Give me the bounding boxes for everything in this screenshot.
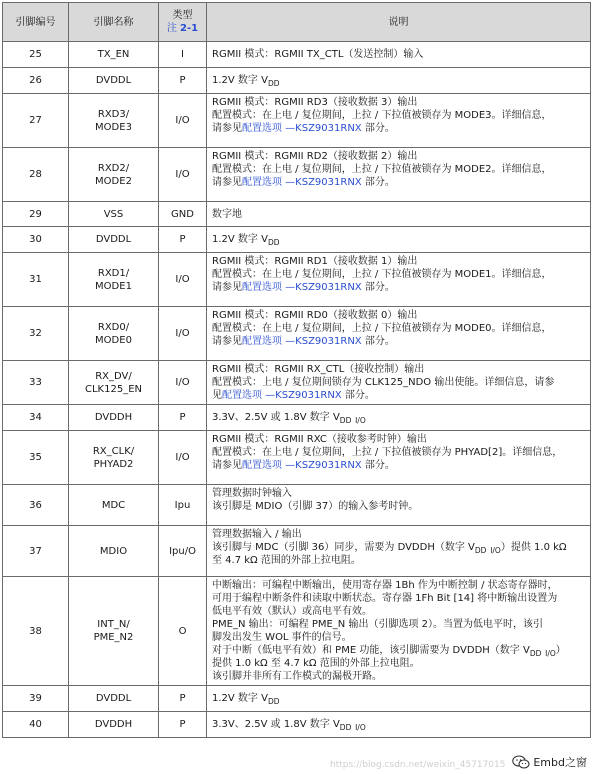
pin-type: P — [159, 686, 207, 712]
pin-number: 34 — [3, 405, 69, 431]
pin-description — [207, 68, 591, 94]
pin-description — [207, 202, 591, 227]
pin-type: GND — [159, 202, 207, 227]
description-text: RGMII 模式：RGMII RX_CTL（接收控制）输出 — [212, 364, 425, 375]
pin-name-line: DVDDH — [94, 412, 133, 423]
table-row — [3, 712, 591, 738]
pin-number: 35 — [3, 431, 69, 485]
header-pin-name: 引脚名称 — [69, 3, 159, 42]
pin-name — [69, 361, 159, 405]
description-text: 请参见 — [212, 123, 242, 134]
table-row — [3, 526, 591, 577]
pin-name-line: RXD1/ — [97, 267, 130, 279]
pin-number: 29 — [3, 202, 69, 227]
subscript-text: DD — [267, 697, 280, 705]
description-text: RGMII 模式：RGMII RXC（接收参考时钟）输出 — [212, 434, 427, 445]
subscript-text: DD — [267, 79, 280, 87]
description-text: 配置模式：在上电 / 复位期间，上拉 / 下拉值被锁存为 PHYAD[2]。详细信息， — [212, 447, 563, 458]
table-row — [3, 42, 591, 68]
description-text: 3.3V、2.5V 或 1.8V 数字 V — [212, 719, 340, 730]
table-row — [3, 94, 591, 148]
description-text: 请参见 — [212, 460, 242, 471]
pin-name — [69, 431, 159, 485]
pin-type: I/O — [159, 148, 207, 202]
description-text: PME_N 输出：可编程 PME_N 输出（引脚选项 2）。当置为低电平时，该引 — [212, 619, 543, 630]
pin-type: I/O — [159, 431, 207, 485]
description-line — [212, 657, 586, 670]
pin-description — [207, 307, 591, 361]
pin-name — [69, 227, 159, 253]
description-text: 见 — [212, 390, 222, 401]
description-text: 配置模式：在上电 / 复位期间，上拉 / 下拉值被锁存为 MODE3。详细信息， — [212, 110, 552, 121]
pin-name-line: MODE0 — [95, 334, 132, 346]
pin-name-line: DVDDL — [95, 75, 132, 86]
description-text: 部分。 — [361, 123, 395, 134]
description-line — [212, 692, 586, 705]
config-options-link[interactable]: 配置选项 —KSZ9031RNX — [242, 123, 362, 134]
description-line — [212, 554, 586, 567]
table-row — [3, 577, 591, 686]
pin-type: P — [159, 227, 207, 253]
subscript-text: DD_I/O — [339, 723, 366, 731]
pin-name-line: MODE1 — [95, 280, 132, 292]
pin-number: 27 — [3, 94, 69, 148]
description-text: RGMII 模式：RGMII RD3（接收数据 3）输出 — [212, 97, 418, 108]
header-type-note-ref[interactable]: 2-1 — [180, 23, 199, 34]
description-line — [212, 605, 586, 618]
pin-number: 38 — [3, 577, 69, 686]
pin-description — [207, 526, 591, 577]
pin-name-line: MODE2 — [95, 175, 132, 187]
description-line — [212, 335, 586, 348]
pin-name — [69, 485, 159, 526]
wechat-icon — [512, 755, 530, 769]
description-text: 配置模式：在上电 / 复位期间，上拉 / 下拉值被锁存为 MODE2。详细信息， — [212, 164, 552, 175]
description-text: 对于中断（低电平有效）和 PME 功能，该引脚需要为 DVDDH（数字 V — [212, 645, 530, 656]
pin-name-line: MODE3 — [95, 121, 132, 133]
description-text: 该引脚并非所有工作模式的漏极开路。 — [212, 671, 382, 682]
description-text: 管理数据时钟输入 — [212, 488, 292, 499]
header-type — [159, 3, 207, 42]
description-text: 数字地 — [212, 208, 242, 220]
pin-description — [207, 361, 591, 405]
table-row — [3, 361, 591, 405]
description-text: 该引脚是 MDIO（引脚 37）的输入参考时钟。 — [212, 501, 419, 512]
pin-type: I/O — [159, 361, 207, 405]
description-text: 请参见 — [212, 177, 242, 188]
description-text: 请参见 — [212, 282, 242, 293]
config-options-link[interactable]: 配置选项 —KSZ9031RNX — [242, 336, 362, 347]
description-text: 该引脚与 MDC（引脚 36）同步，需要为 DVDDH（数字 V — [212, 542, 475, 553]
table-row — [3, 485, 591, 526]
header-type-label: 类型 — [172, 10, 193, 21]
subscript-text: DD_I/O — [339, 416, 366, 424]
pin-description — [207, 42, 591, 68]
description-line — [212, 48, 586, 61]
pin-type: I/O — [159, 253, 207, 307]
config-options-link[interactable]: 配置选项 —KSZ9031RNX — [242, 282, 362, 293]
pin-name-line: RXD2/ — [97, 162, 130, 174]
pin-type: I/O — [159, 307, 207, 361]
pin-number: 36 — [3, 485, 69, 526]
pin-type: Ipu/O — [159, 526, 207, 577]
pin-number: 32 — [3, 307, 69, 361]
description-text: 3.3V、2.5V 或 1.8V 数字 V — [212, 412, 340, 423]
description-line — [212, 376, 586, 389]
description-text: 部分。 — [361, 282, 395, 293]
table-header-row — [3, 3, 591, 42]
pin-type: I — [159, 42, 207, 68]
description-line — [212, 528, 586, 541]
pin-name — [69, 686, 159, 712]
header-description: 说明 — [207, 3, 591, 42]
description-line — [212, 541, 586, 554]
pin-name — [69, 577, 159, 686]
pin-number: 30 — [3, 227, 69, 253]
pin-number: 37 — [3, 526, 69, 577]
table-row — [3, 307, 591, 361]
description-line — [212, 644, 586, 657]
description-line — [212, 618, 586, 631]
description-line — [212, 122, 586, 135]
config-options-link[interactable]: 配置选项 —KSZ9031RNX — [242, 177, 362, 188]
description-line — [212, 487, 586, 500]
pin-type: P — [159, 712, 207, 738]
pin-number: 39 — [3, 686, 69, 712]
description-line — [212, 109, 586, 122]
pin-type: P — [159, 405, 207, 431]
pin-name-line: PHYAD2 — [93, 458, 134, 470]
pin-description — [207, 148, 591, 202]
pin-name-line: RXD0/ — [97, 321, 130, 333]
table-row — [3, 686, 591, 712]
description-text: 低电平有效（默认）或高电平有效。 — [212, 606, 372, 617]
pin-number: 25 — [3, 42, 69, 68]
description-text: ） — [555, 645, 566, 656]
pin-number: 33 — [3, 361, 69, 405]
table-row — [3, 227, 591, 253]
description-text: 部分。 — [361, 177, 395, 188]
subscript-text: DD — [267, 238, 280, 246]
pin-type: O — [159, 577, 207, 686]
description-text: 配置模式：上电 / 复位期间锁存为 CLK125_NDO 输出使能。详细信息，请参 — [212, 377, 555, 388]
pin-name — [69, 68, 159, 94]
pin-description — [207, 577, 591, 686]
description-line — [212, 96, 586, 109]
description-text: 提供 1.0 kΩ 至 4.7 kΩ 范围的外部上拉电阻。 — [212, 658, 420, 669]
header-pin-number: 引脚编号 — [3, 3, 69, 42]
pin-name-line: VSS — [103, 208, 124, 220]
pin-name-line: INT_N/ — [97, 619, 130, 630]
description-line — [212, 208, 586, 221]
description-line — [212, 255, 586, 268]
description-line — [212, 268, 586, 281]
pin-name — [69, 202, 159, 227]
description-line — [212, 500, 586, 513]
table-row — [3, 148, 591, 202]
pin-description — [207, 485, 591, 526]
table-row — [3, 253, 591, 307]
pin-description-table — [2, 2, 591, 738]
description-line — [212, 433, 586, 446]
pin-description — [207, 431, 591, 485]
header-type-note-prefix[interactable]: 注 — [166, 23, 177, 34]
description-text: 脚发出发生 WOL 事件的信号。 — [212, 632, 352, 643]
pin-name-line: RXD3/ — [97, 108, 130, 120]
pin-type: I/O — [159, 94, 207, 148]
header-type-note[interactable] — [159, 22, 206, 35]
pin-description — [207, 227, 591, 253]
config-options-link[interactable]: 配置选项 —KSZ9031RNX — [222, 390, 342, 401]
table-row — [3, 68, 591, 94]
table-body — [3, 42, 591, 738]
description-text: RGMII 模式：RGMII RD2（接收数据 2）输出 — [212, 151, 418, 162]
pin-description — [207, 253, 591, 307]
description-text: 1.2V 数字 V — [212, 693, 268, 704]
pin-name — [69, 307, 159, 361]
description-line — [212, 150, 586, 163]
config-options-link[interactable]: 配置选项 —KSZ9031RNX — [242, 460, 362, 471]
pin-name-line: RX_DV/ — [95, 370, 132, 382]
pin-name-line: MDIO — [99, 545, 128, 557]
pin-name-line: DVDDL — [95, 234, 132, 245]
description-line — [212, 281, 586, 294]
description-line — [212, 363, 586, 376]
description-text: 可用于编程中断条件和读取中断状态。寄存器 1Fh Bit [14] 将中断输出设置为 — [212, 593, 558, 604]
pin-name — [69, 42, 159, 68]
description-line — [212, 579, 586, 592]
pin-type: Ipu — [159, 485, 207, 526]
pin-number: 40 — [3, 712, 69, 738]
description-line — [212, 670, 586, 683]
description-line — [212, 233, 586, 246]
pin-name — [69, 405, 159, 431]
description-text: 配置模式：在上电 / 复位期间，上拉 / 下拉值被锁存为 MODE1。详细信息， — [212, 269, 552, 280]
pin-name — [69, 526, 159, 577]
pin-number: 31 — [3, 253, 69, 307]
pin-description — [207, 405, 591, 431]
pin-number: 28 — [3, 148, 69, 202]
description-text: RGMII 模式：RGMII RD1（接收数据 1）输出 — [212, 256, 418, 267]
description-text: 1.2V 数字 V — [212, 75, 268, 86]
pin-description — [207, 686, 591, 712]
description-text: RGMII 模式：RGMII TX_CTL（发送控制）输入 — [212, 49, 424, 60]
description-line — [212, 459, 586, 472]
description-text: 管理数据输入 / 输出 — [212, 529, 302, 540]
table-row — [3, 202, 591, 227]
table-row — [3, 431, 591, 485]
description-line — [212, 411, 586, 424]
subscript-text: DD_I/O — [474, 546, 501, 554]
pin-name-line: TX_EN — [97, 49, 130, 60]
description-text: 配置模式：在上电 / 复位期间，上拉 / 下拉值被锁存为 MODE0。详细信息， — [212, 323, 552, 334]
description-line — [212, 631, 586, 644]
description-text: RGMII 模式：RGMII RD0（接收数据 0）输出 — [212, 310, 418, 321]
pin-name-line: MDC — [101, 499, 126, 511]
pin-name — [69, 712, 159, 738]
pin-name-line: DVDDL — [95, 693, 132, 704]
pin-name — [69, 148, 159, 202]
description-text: ）提供 1.0 kΩ — [500, 542, 567, 553]
pin-name-line: CLK125_EN — [85, 383, 142, 395]
description-text: 至 4.7 kΩ 范围的外部上拉电阻。 — [212, 555, 361, 566]
description-text: 请参见 — [212, 336, 242, 347]
pin-number: 26 — [3, 68, 69, 94]
pin-name — [69, 94, 159, 148]
description-line — [212, 389, 586, 402]
table-row — [3, 405, 591, 431]
description-line — [212, 718, 586, 731]
description-text: 部分。 — [361, 336, 395, 347]
pin-description — [207, 712, 591, 738]
description-text: 中断输出：可编程中断输出，使用寄存器 1Bh 作为中断控制 / 状态寄存器时， — [212, 580, 558, 591]
watermark-url: https://blog.csdn.net/weixin_45717015 — [330, 760, 506, 770]
description-text: 1.2V 数字 V — [212, 234, 268, 245]
pin-description — [207, 94, 591, 148]
watermark-brand: Embd之窗 — [533, 756, 587, 769]
description-line — [212, 163, 586, 176]
description-line — [212, 592, 586, 605]
pin-name-line: DVDDH — [94, 719, 133, 730]
description-line — [212, 309, 586, 322]
description-line — [212, 446, 586, 459]
pin-type: P — [159, 68, 207, 94]
description-line — [212, 176, 586, 189]
description-text: 部分。 — [361, 460, 395, 471]
pin-name-line: PME_N2 — [93, 632, 134, 643]
description-line — [212, 322, 586, 335]
subscript-text: DD_I/O — [529, 649, 556, 657]
pin-name — [69, 253, 159, 307]
description-line — [212, 74, 586, 87]
pin-name-line: RX_CLK/ — [92, 445, 135, 457]
watermark — [512, 754, 587, 770]
description-text: 部分。 — [341, 390, 375, 401]
